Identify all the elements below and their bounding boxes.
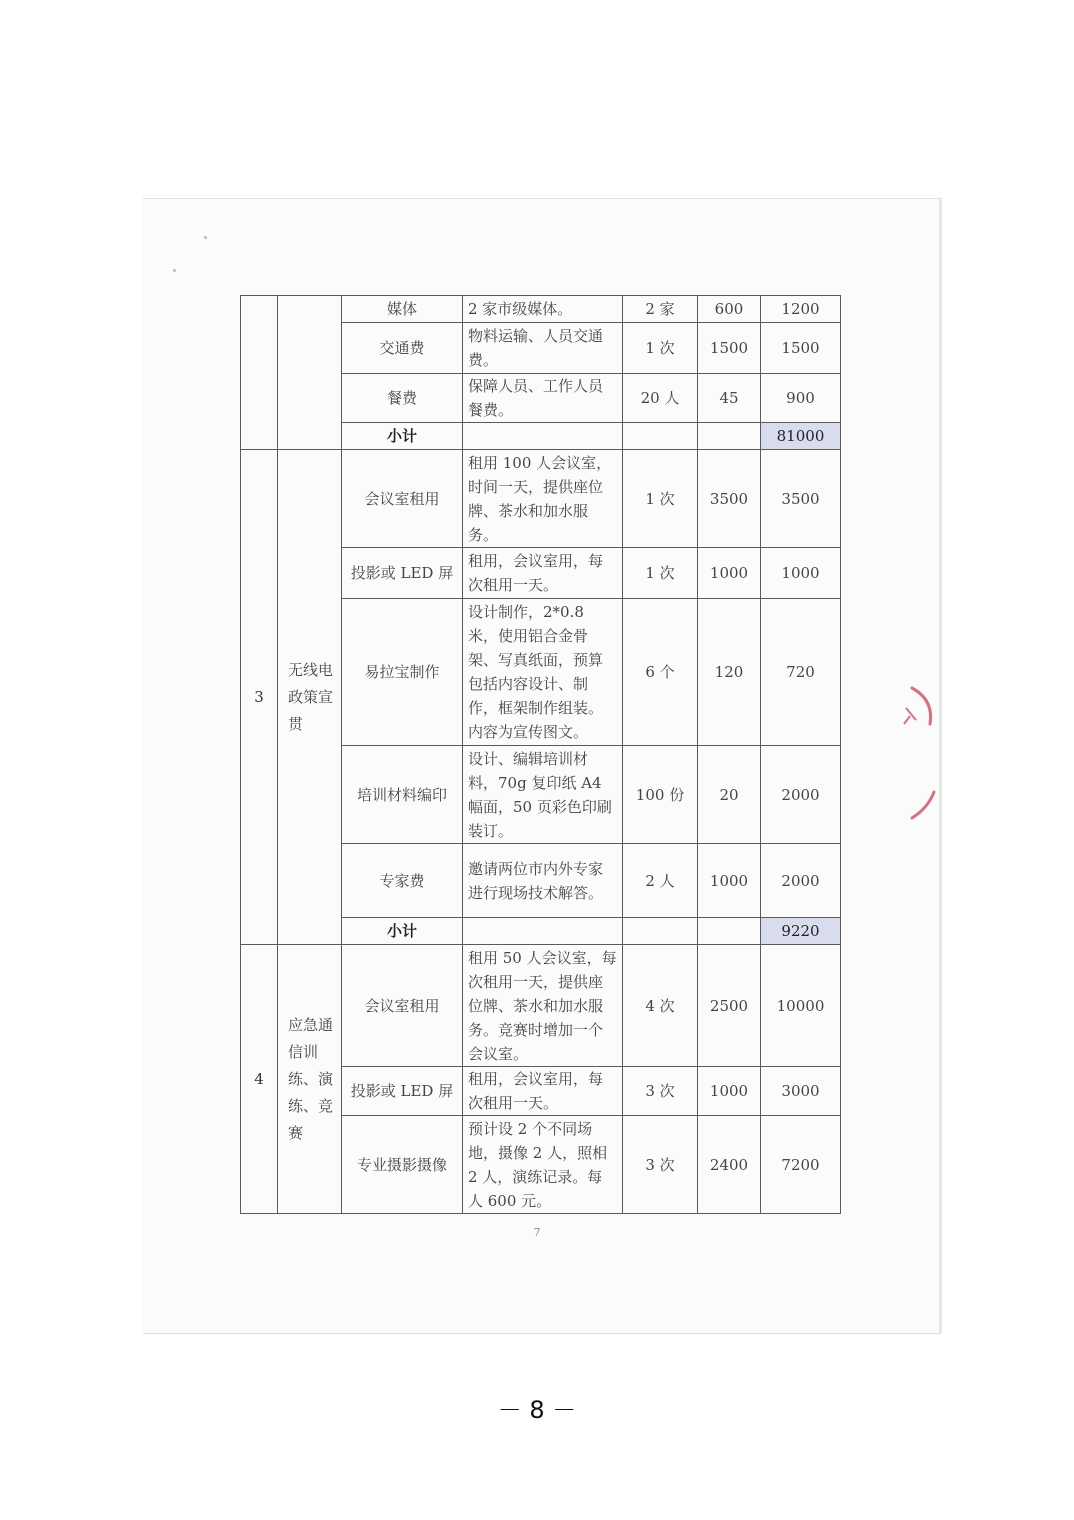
subtotal-label: 小计 bbox=[342, 918, 463, 945]
subtotal-label: 小计 bbox=[342, 423, 463, 450]
category-cell-empty bbox=[278, 296, 342, 450]
price-cell: 1000 bbox=[698, 844, 761, 918]
qty-cell: 100 份 bbox=[623, 746, 698, 844]
price-cell: 2400 bbox=[698, 1116, 761, 1214]
item-cell: 会议室租用 bbox=[342, 450, 463, 548]
price-cell: 3500 bbox=[698, 450, 761, 548]
item-cell: 培训材料编印 bbox=[342, 746, 463, 844]
item-cell: 专业摄影摄像 bbox=[342, 1116, 463, 1214]
empty-cell bbox=[463, 423, 623, 450]
price-cell: 1000 bbox=[698, 1067, 761, 1116]
amount-cell: 7200 bbox=[761, 1116, 841, 1214]
amount-cell: 1500 bbox=[761, 323, 841, 374]
price-cell: 45 bbox=[698, 374, 761, 423]
seq-cell-empty bbox=[241, 296, 278, 450]
table-row bbox=[241, 450, 841, 548]
section-category: 应急通信训练、演练、竞赛 bbox=[278, 945, 342, 1214]
section-category: 无线电政策宣贯 bbox=[278, 450, 342, 945]
budget-table bbox=[240, 295, 841, 1214]
item-cell: 专家费 bbox=[342, 844, 463, 918]
item-cell: 交通费 bbox=[342, 323, 463, 374]
section-number: 3 bbox=[241, 450, 278, 945]
amount-cell: 1000 bbox=[761, 548, 841, 599]
desc-cell: 租用，会议室用，每次租用一天。 bbox=[463, 1067, 623, 1116]
desc-cell: 2 家市级媒体。 bbox=[463, 296, 623, 323]
qty-cell: 4 次 bbox=[623, 945, 698, 1067]
item-cell: 会议室租用 bbox=[342, 945, 463, 1067]
price-cell: 1500 bbox=[698, 323, 761, 374]
section-number: 4 bbox=[241, 945, 278, 1214]
scan-speck bbox=[173, 269, 176, 272]
empty-cell bbox=[623, 918, 698, 945]
qty-cell: 3 次 bbox=[623, 1116, 698, 1214]
qty-cell: 1 次 bbox=[623, 450, 698, 548]
amount-cell: 720 bbox=[761, 599, 841, 746]
subtotal-value: 9220 bbox=[761, 918, 841, 945]
item-cell: 投影或 LED 屏 bbox=[342, 1067, 463, 1116]
desc-cell: 租用 100 人会议室，时间一天，提供座位牌、茶水和加水服务。 bbox=[463, 450, 623, 548]
amount-cell: 3500 bbox=[761, 450, 841, 548]
scan-speck bbox=[204, 236, 207, 239]
empty-cell bbox=[623, 423, 698, 450]
empty-cell bbox=[698, 918, 761, 945]
desc-cell: 租用，会议室用，每次租用一天。 bbox=[463, 548, 623, 599]
desc-cell: 预计设 2 个不同场地，摄像 2 人，照相 2 人，演练记录。每人 600 元。 bbox=[463, 1116, 623, 1214]
empty-cell bbox=[698, 423, 761, 450]
amount-cell: 2000 bbox=[761, 746, 841, 844]
desc-cell: 租用 50 人会议室，每次租用一天，提供座位牌、茶水和加水服务。竞赛时增加一个会议室。 bbox=[463, 945, 623, 1067]
item-cell: 餐费 bbox=[342, 374, 463, 423]
seal-stamp-fragment bbox=[890, 680, 950, 830]
item-cell: 媒体 bbox=[342, 296, 463, 323]
price-cell: 120 bbox=[698, 599, 761, 746]
desc-cell: 保障人员、工作人员餐费。 bbox=[463, 374, 623, 423]
qty-cell: 3 次 bbox=[623, 1067, 698, 1116]
table-row bbox=[241, 945, 841, 1067]
desc-cell: 邀请两位市内外专家进行现场技术解答。 bbox=[463, 844, 623, 918]
amount-cell: 2000 bbox=[761, 844, 841, 918]
item-cell: 投影或 LED 屏 bbox=[342, 548, 463, 599]
table-row bbox=[241, 296, 841, 323]
qty-cell: 6 个 bbox=[623, 599, 698, 746]
desc-cell: 物料运输、人员交通费。 bbox=[463, 323, 623, 374]
amount-cell: 10000 bbox=[761, 945, 841, 1067]
amount-cell: 900 bbox=[761, 374, 841, 423]
qty-cell: 2 家 bbox=[623, 296, 698, 323]
price-cell: 1000 bbox=[698, 548, 761, 599]
desc-cell: 设计制作，2*0.8 米，使用铝合金骨架、写真纸面，预算包括内容设计、制作，框架制作组装。内容为宣传图文。 bbox=[463, 599, 623, 746]
qty-cell: 1 次 bbox=[623, 548, 698, 599]
qty-cell: 1 次 bbox=[623, 323, 698, 374]
amount-cell: 1200 bbox=[761, 296, 841, 323]
empty-cell bbox=[463, 918, 623, 945]
price-cell: 2500 bbox=[698, 945, 761, 1067]
desc-cell: 设计、编辑培训材料，70g 复印纸 A4 幅面，50 页彩色印刷装订。 bbox=[463, 746, 623, 844]
item-cell: 易拉宝制作 bbox=[342, 599, 463, 746]
page-footer-number: － 8 － bbox=[497, 1396, 577, 1424]
qty-cell: 2 人 bbox=[623, 844, 698, 918]
price-cell: 600 bbox=[698, 296, 761, 323]
amount-cell: 3000 bbox=[761, 1067, 841, 1116]
subtotal-value: 81000 bbox=[761, 423, 841, 450]
scan-page-number: 7 bbox=[533, 1226, 541, 1239]
price-cell: 20 bbox=[698, 746, 761, 844]
qty-cell: 20 人 bbox=[623, 374, 698, 423]
